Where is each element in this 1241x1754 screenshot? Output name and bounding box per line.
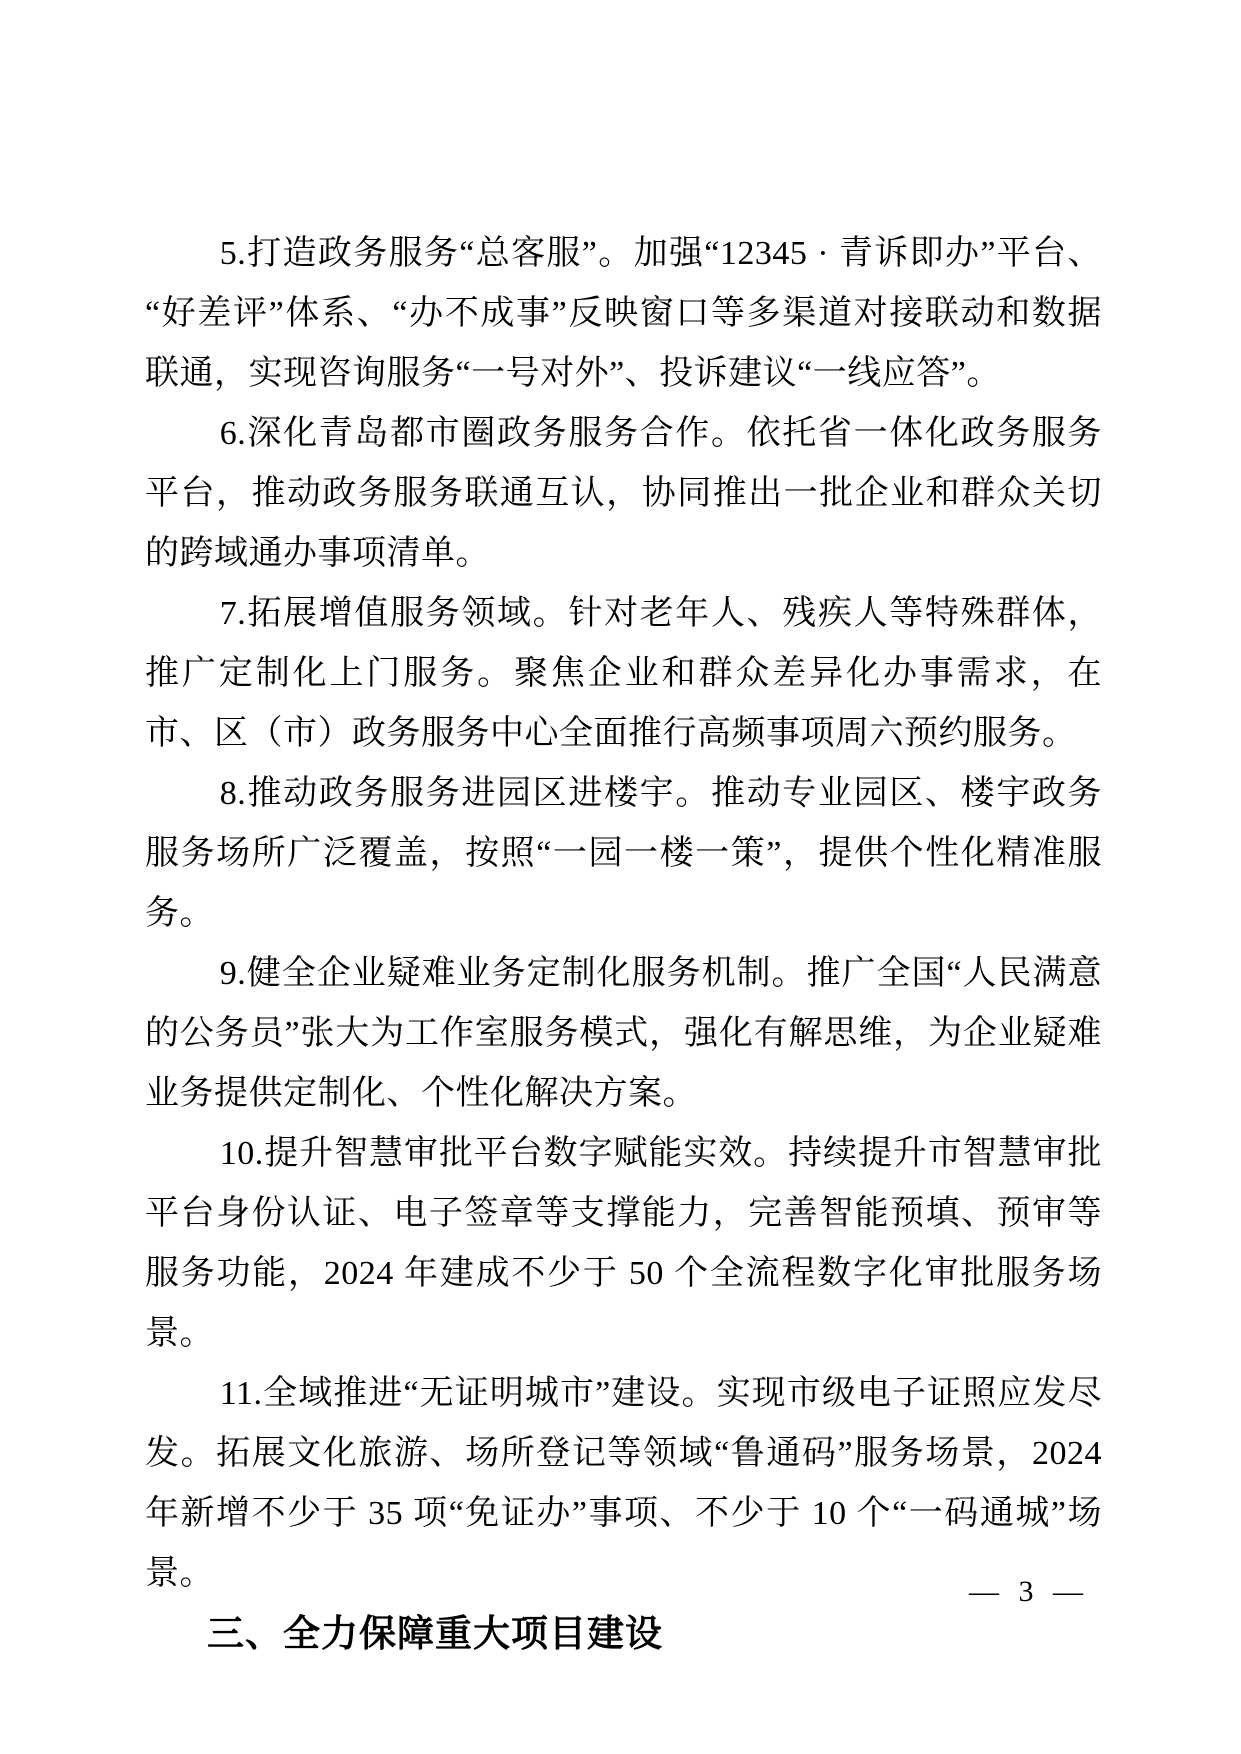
body-paragraph-9: 9.健全企业疑难业务定制化服务机制。推广全国“人民满意的公务员”张大为工作室服务模式，强化有解思维，为企业疑难业务提供定制化、个性化解决方案。: [145, 955, 1102, 1112]
body-paragraph-6: 6.深化青岛都市圈政务服务合作。依托省一体化政务服务平台，推动政务服务联通互认，协同推出一批企业和群众关切的跨域通办事项清单。: [145, 415, 1102, 572]
body-paragraph-8: 8.推动政务服务进园区进楼宇。推动专业园区、楼宇政务服务场所广泛覆盖，按照“一园一楼一策”，提供个性化精准服务。: [145, 775, 1102, 932]
body-paragraph-10: 10.提升智慧审批平台数字赋能实效。持续提升市智慧审批平台身份认证、电子签章等支撑能力，完善智能预填、预审等服务功能，2024 年建成不少于 50 个全流程数字化审批服务场景。: [145, 1135, 1102, 1352]
body-paragraph-7: 7.拓展增值服务领域。针对老年人、残疾人等特殊群体，推广定制化上门服务。聚焦企业和群众差异化办事需求，在市、区（市）政务服务中心全面推行高频事项周六预约服务。: [145, 595, 1102, 752]
body-paragraph-11: 11.全域推进“无证明城市”建设。实现市级电子证照应发尽发。拓展文化旅游、场所登记等领域“鲁通码”服务场景，2024 年新增不少于 35 项“免证办”事项、不少于 10 个“一码通城”场景。: [145, 1375, 1102, 1592]
body-paragraph-5: 5.打造政务服务“总客服”。加强“12345 · 青诉即办”平台、“好差评”体系、“办不成事”反映窗口等多渠道对接联动和数据联通，实现咨询服务“一号对外”、投诉建议“一线应答”。: [145, 235, 1102, 392]
document-body: [145, 224, 1102, 1664]
page-number: — 3 —: [969, 1575, 1089, 1608]
section-heading: 三、全力保障重大项目建设: [207, 1613, 663, 1654]
